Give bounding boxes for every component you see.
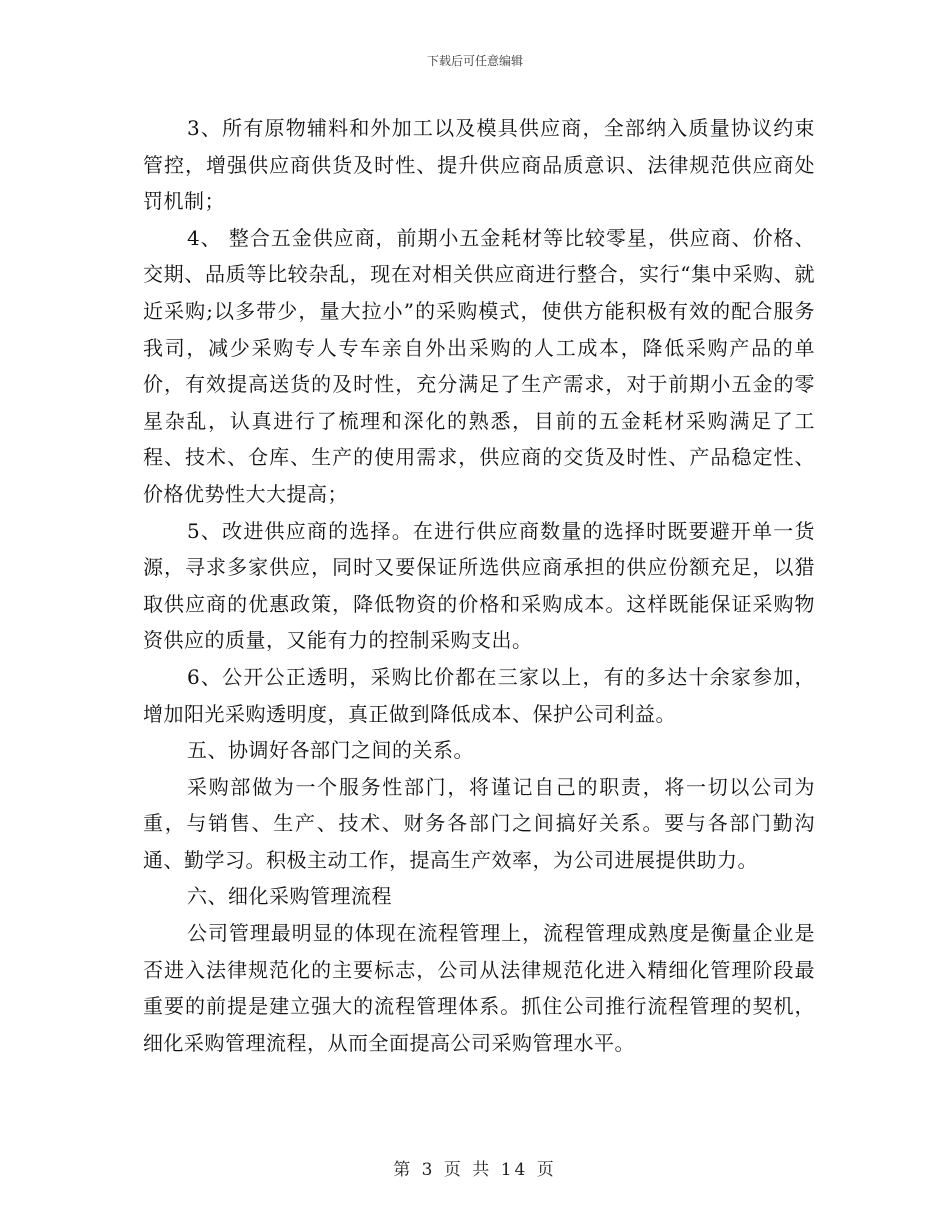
- paragraph-item-6: 6、公开公正透明，采购比价都在三家以上，有的多达十余家参加，增加阳光采购透明度，真正做到降低成本、保护公司利益。: [143, 664, 815, 726]
- paragraph-department-relations: 采购部做为一个服务性部门，将谨记自己的职责，将一切以公司为重，与销售、生产、技术、财务各部门之间搞好关系。要与各部门勤沟通、勤学习。积极主动工作，提高生产效率，为公司进展提供助力。: [143, 774, 815, 872]
- document-body: [143, 110, 815, 1061]
- paragraph-item-4: 4、 整合五金供应商，前期小五金耗材等比较零星，供应商、价格、交期、品质等比较杂乱，现在对相关供应商进行整合，实行“集中采购、就近采购;以多带少，量大拉小”的采购模式，使供方能积极有效的配合服务我司，减少采购专人专车亲自外出采购的人工成本，降低采购产品的单价，有效提高送货的及时性，充分满足了生产需求，对于前期小五金的零星杂乱，认真进行了梳理和深化的熟悉，目前的五金耗材采购满足了工程、技术、仓库、生产的使用需求，供应商的交货及时性、产品稳定性、价格优势性大大提高；: [143, 225, 815, 506]
- section-heading-5: 五、协调好各部门之间的关系。: [187, 738, 474, 763]
- paragraph-process-management: 公司管理最明显的体现在流程管理上，流程管理成熟度是衡量企业是否进入法律规范化的主要标志，公司从法律规范化进入精细化管理阶段最重要的前提是建立强大的流程管理体系。抓住公司推行流程管理的契机，细化采购管理流程，从而全面提高公司采购管理水平。: [143, 921, 815, 1055]
- section-heading-6: 六、细化采购管理流程: [187, 884, 392, 909]
- paragraph-item-3: 3、所有原物辅料和外加工以及模具供应商，全部纳入质量协议约束管控，增强供应商供货及时性、提升供应商品质意识、法律规范供应商处罚机制；: [143, 116, 815, 214]
- paragraph-item-5: 5、改进供应商的选择。在进行供应商数量的选择时既要避开单一货源，寻求多家供应，同时又要保证所选供应商承担的供应份额充足，以猎取供应商的优惠政策，降低物资的价格和采购成本。这样既能保证采购物资供应的质量，又能有力的控制采购支出。: [143, 518, 815, 653]
- page-header: 下载后可任意编辑: [426, 54, 523, 68]
- page-number-footer: 第 3 页 共 14 页: [393, 1160, 557, 1180]
